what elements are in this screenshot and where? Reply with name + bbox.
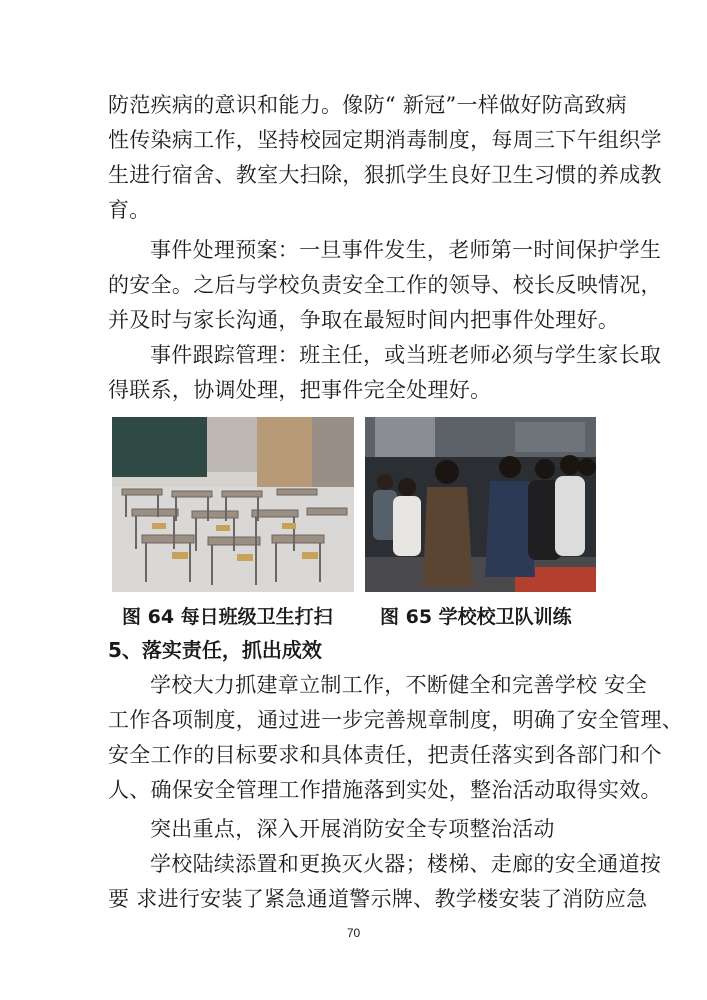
paragraph-5 (108, 812, 600, 847)
text-line: 人、确保安全管理工作措施落到实处，整治活动取得实效。 (108, 778, 662, 802)
text-line: 突出重点，深入开展消防安全专项整治活动 (150, 817, 555, 841)
figure-64-caption: 图 64 每日班级卫生打扫 (122, 606, 333, 628)
text-line: 的安全。之后与学校负责安全工作的领导、校长反映情况， (108, 273, 662, 297)
text-line: 生进行宿舍、教室大扫除，狠抓学生良好卫生习惯的养成教 (108, 163, 662, 187)
guard-training-photo (365, 417, 596, 592)
paragraph-3 (108, 338, 662, 408)
paragraph-2 (108, 233, 662, 338)
paragraph-4 (108, 668, 684, 808)
text-line: 防范疾病的意识和能力。像防“ 新冠”一样做好防高致病 (108, 93, 627, 117)
text-line: 安全工作的目标要求和具体责任，把责任落实到各部门和个 (108, 743, 662, 767)
text-line: 育。 (108, 198, 151, 222)
text-line: 并及时与家长沟通，争取在最短时间内把事件处理好。 (108, 308, 620, 332)
text-line: 学校大力抓建章立制工作，不断健全和完善学校 安全 (150, 673, 647, 697)
text-line: 得联系，协调处理，把事件完全处理好。 (108, 378, 492, 402)
classroom-photo (112, 417, 354, 592)
text-line: 工作各项制度，通过进一步完善规章制度，明确了安全管理、 (108, 708, 684, 732)
text-line: 事件处理预案：一旦事件发生，老师第一时间保护学生 (150, 238, 662, 262)
section-heading: 5、落实责任，抓出成效 (108, 638, 322, 662)
figure-65-caption: 图 65 学校校卫队训练 (380, 606, 572, 628)
paragraph-6 (108, 847, 662, 917)
text-line: 事件跟踪管理：班主任，或当班老师必须与学生家长取 (150, 343, 662, 367)
text-line: 学校陆续添置和更换灭火器；楼梯、走廊的安全通道按 (150, 852, 662, 876)
text-line: 要 求进行安装了紧急通道警示牌、教学楼安装了消防应急 (108, 887, 648, 911)
page-number: 70 (346, 926, 361, 940)
paragraph-1 (108, 88, 662, 228)
text-line: 性传染病工作，坚持校园定期消毒制度，每周三下午组织学 (108, 128, 662, 152)
